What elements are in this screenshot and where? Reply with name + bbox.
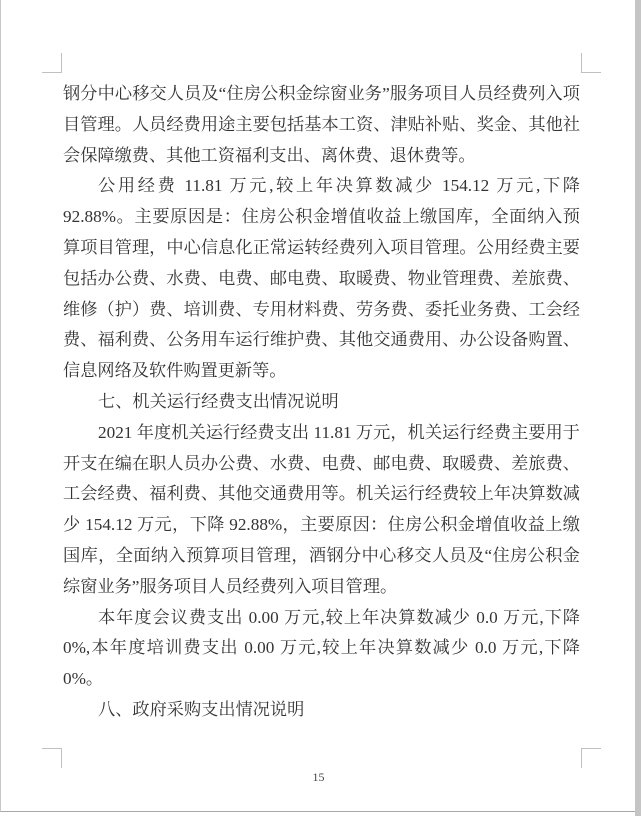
- page-number: 15: [312, 770, 325, 784]
- paragraph: 本年度会议费支出 0.00 万元,较上年决算数减少 0.0 万元,下降 0%,本年度培训费支出 0.00 万元,较上年决算数减少 0.0 万元,下降 0%。: [63, 607, 580, 689]
- text-boundary-mark-top-left: [42, 53, 62, 73]
- section-heading: 八、政府采购支出情况说明: [98, 699, 305, 719]
- viewer-canvas-edge: [635, 0, 641, 816]
- text-boundary-mark-top-right: [581, 53, 601, 73]
- text-boundary-mark-bottom-right: [581, 748, 601, 768]
- paragraph: 2021 年度机关运行经费支出 11.81 万元，机关运行经费主要用于开支在编在职人员办公费、水费、电费、邮电费、取暖费、差旅费、 工会经费、福利费、其他交通费用等。机关运行经费较上年决算数减少 154.12 万元，下降 92.88%，主要原因：住房公积金增值收益上缴国库，全面纳入预算项目管理，酒钢分中心移交人员及“住房公积金综窗业务”服务项目人员经费列入项目管理。: [63, 422, 580, 596]
- page-text-body: [63, 79, 580, 726]
- text-boundary-mark-bottom-left: [42, 748, 62, 768]
- section-heading: 七、机关运行经费支出情况说明: [98, 391, 339, 411]
- paragraph: 钢分中心移交人员及“住房公积金综窗业务”服务项目人员经费列入项目管理。人员经费用途主要包括基本工资、津贴补贴、奖金、其他社会保障缴费、其他工资福利支出、离休费、退休费等。: [63, 84, 580, 165]
- paragraph: 公用经费 11.81 万元,较上年决算数减少 154.12 万元,下降 92.88%。主要原因是：住房公积金增值收益上缴国库，全面纳入预算项目管理，中心信息化正常运转经费列入项目管理。公用经费主要包括办公费、水费、电费、邮电费、取暖费、物业管理费、差旅费、 维修（护）费、培训费、专用材料费、劳务费、委托业务费、工会经费、福利费、公务用车运行维护费、其他交通费用、办公设备购置、信息网络及软件购置更新等。: [63, 176, 580, 381]
